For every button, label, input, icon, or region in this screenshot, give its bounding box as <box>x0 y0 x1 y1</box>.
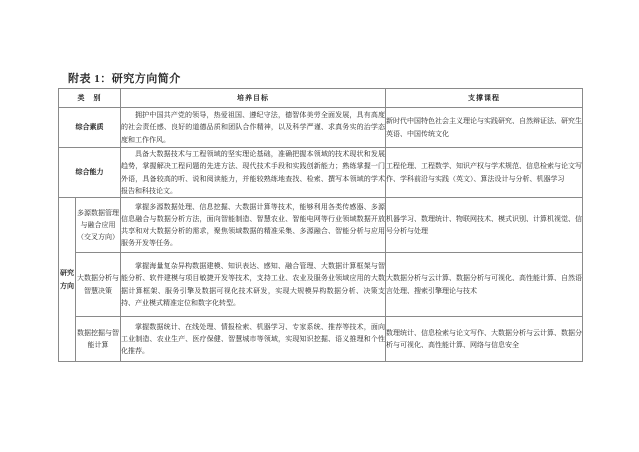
courses-cell: 大数据分析与云计算、数据分析与可视化、高性能计算、自然语言处理、搜索引擎理论与技术 <box>386 253 583 317</box>
page-title: 附表 1：研究方向简介 <box>68 73 181 85</box>
goal-cell: 拥护中国共产党的领导，热爱祖国、遵纪守法，德智体美劳全面发展，具有高度的社会责任感、良好的道德品质和团队合作精神，以及科学严谨、求真务实的治学态度和工作作风。 <box>121 108 386 148</box>
goal-cell: 掌握数据统计、在线处理、情报检索、机器学习、专家系统、推荐等技术，面向工业制造、农业生产、医疗保健、智慧城市等领域，实现知识挖掘、语义推理和个性化推荐。 <box>121 317 386 362</box>
research-direction-group-label: 研究方向 <box>59 198 76 362</box>
goal-cell: 掌握多源数据处理、信息挖掘、大数据计算等技术，能够利用各类传感器、多源信息融合与数据分析方法，面向智能制造、智慧农业、智能电网等行业领域数据开放共享和对大数据分析的需求，聚焦领域数据的精准采集、多源融合、智能分析与应用服务开发等任务。 <box>121 198 386 253</box>
table-row <box>59 148 583 198</box>
courses-cell: 新时代中国特色社会主义理论与实践研究、自然辩证法、研究生英语、中国传统文化 <box>386 108 583 148</box>
research-directions-table <box>58 88 583 362</box>
table-row <box>59 253 583 317</box>
header-courses: 支撑课程 <box>386 89 583 108</box>
subcategory-cell: 数据挖掘与智能计算 <box>76 317 121 362</box>
subcategory-cell: 大数据分析与智慧决策 <box>76 253 121 317</box>
header-category: 类 别 <box>59 89 121 108</box>
category-cell: 综合能力 <box>59 148 121 198</box>
table-header-row <box>59 89 583 108</box>
category-cell: 综合素质 <box>59 108 121 148</box>
courses-cell: 工程伦理、工程数学、知识产权与学术规范、信息检索与论文写作、学科前沿与实践（英文）、算法设计与分析、机器学习 <box>386 148 583 198</box>
header-goal: 培养目标 <box>121 89 386 108</box>
table-row <box>59 108 583 148</box>
goal-cell: 具备大数据技术与工程领域的坚实理论基础，准确把握本领域的技术现状和发展趋势，掌握解决工程问题的先进方法、现代技术手段和实践创新能力；熟练掌握一门外语，具备较高的听、说和阅读能力，并能较熟练地查找、检索、撰写本领域的学术报告和科技论文。 <box>121 148 386 198</box>
goal-cell: 掌握海量复杂异构数据建模、知识表达、感知、融合管理、大数据计算框架与智能分析、软件建模与项目敏捷开发等技术，支持工业、农业及服务业领域应用的大数据计算框架、服务引擎及数据可视化技术研发，实现大规模异构数据分析、决策支持、产业模式精准定位和数字化转型。 <box>121 253 386 317</box>
courses-cell: 机器学习、数理统计、物联网技术、模式识别、计算机视觉、信号分析与处理 <box>386 198 583 253</box>
subcategory-cell: 多源数据管理与融合应用（交叉方向） <box>76 198 121 253</box>
courses-cell: 数理统计、信息检索与论文写作、大数据分析与云计算、数据分析与可视化、高性能计算、网络与信息安全 <box>386 317 583 362</box>
table-row <box>59 317 583 362</box>
table-row <box>59 198 583 253</box>
